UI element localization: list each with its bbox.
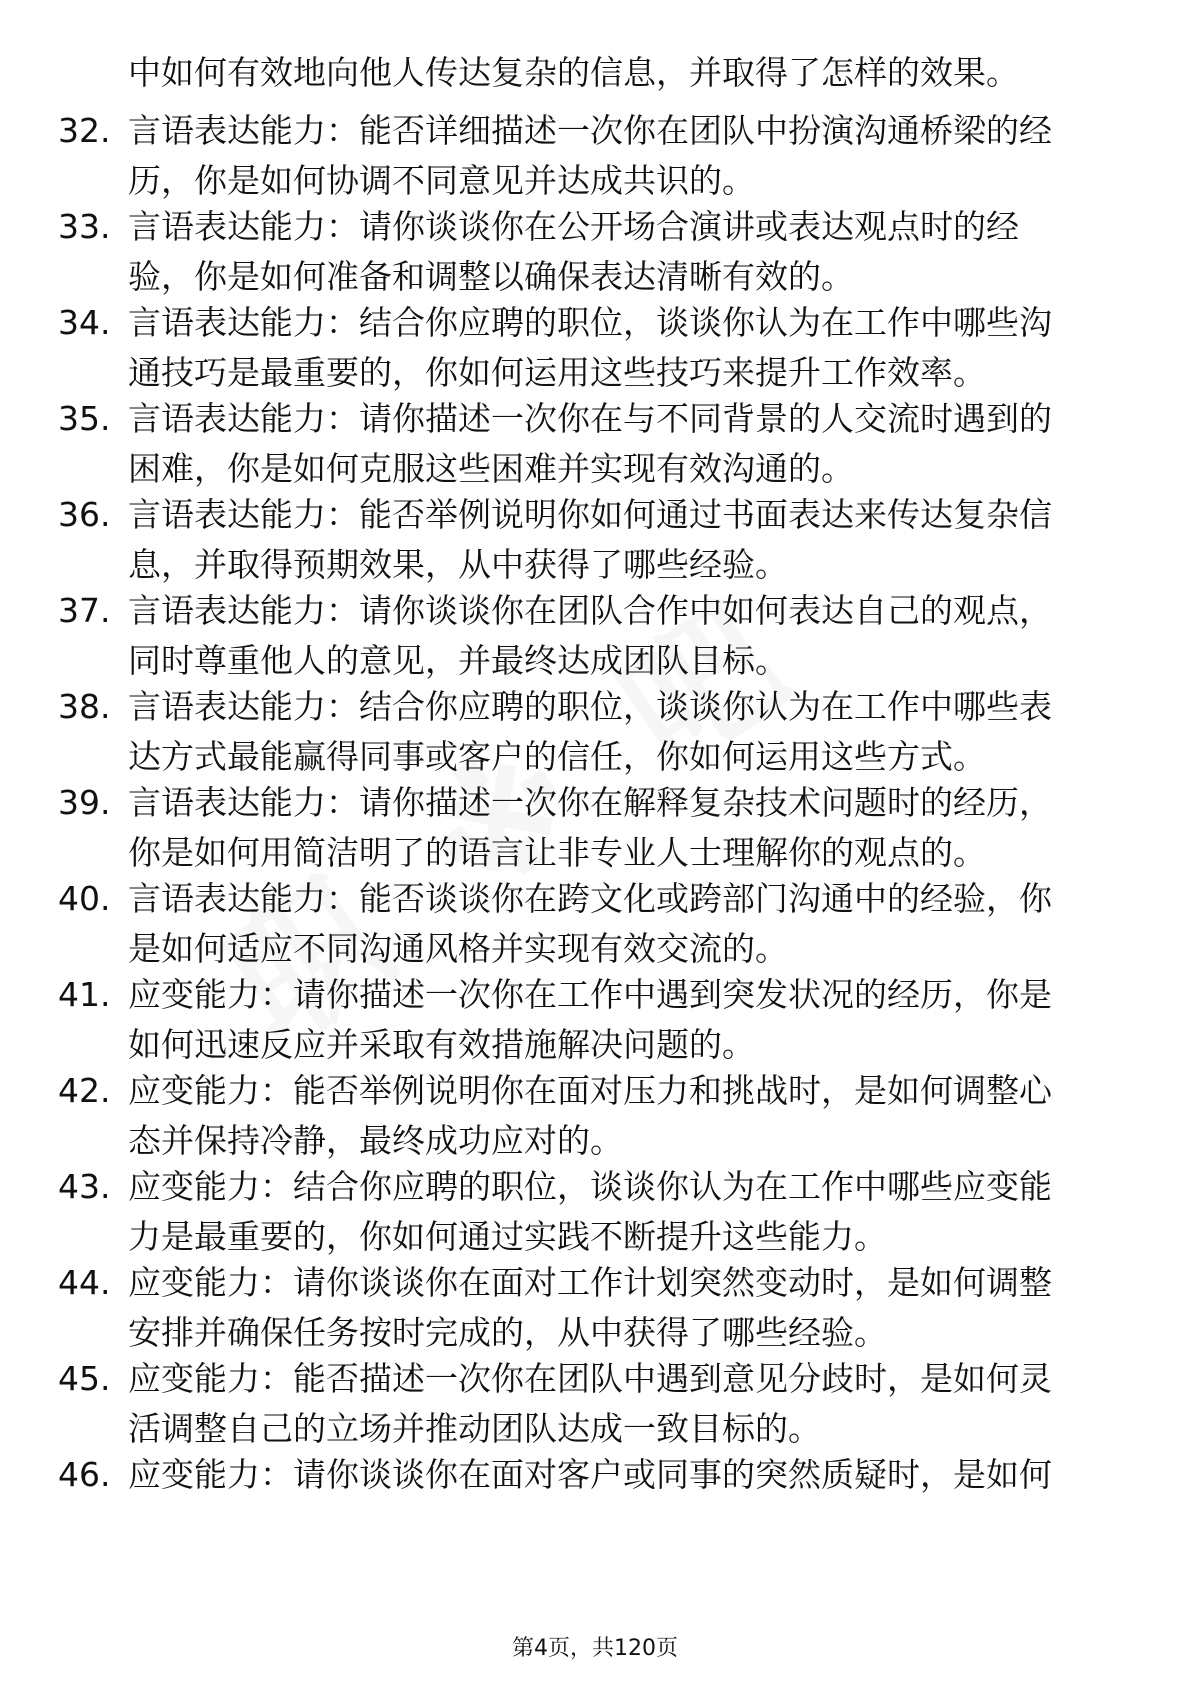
question-number: 46.	[58, 1455, 111, 1494]
question-item	[0, 586, 1190, 686]
question-item	[0, 106, 1190, 206]
question-text-line: 验，你是如何准备和调整以确保表达清晰有效的。	[128, 257, 854, 296]
question-number: 45.	[58, 1359, 111, 1398]
question-item	[0, 1354, 1190, 1454]
question-text-line: 达方式最能赢得同事或客户的信任，你如何运用这些方式。	[128, 737, 986, 776]
question-text-line: 力是最重要的，你如何通过实践不断提升这些能力。	[128, 1217, 887, 1256]
page-footer: 第4页，共120页	[512, 1636, 678, 1661]
question-number: 42.	[58, 1071, 111, 1110]
question-number: 41.	[58, 975, 111, 1014]
question-item	[0, 970, 1190, 1070]
question-text-line: 应变能力：请你描述一次你在工作中遇到突发状况的经历，你是	[128, 975, 1052, 1014]
question-text-line: 言语表达能力：请你描述一次你在解释复杂技术问题时的经历，	[128, 783, 1052, 822]
question-number: 40.	[58, 879, 111, 918]
question-item	[0, 1450, 1190, 1550]
question-number: 36.	[58, 495, 111, 534]
question-item	[0, 1066, 1190, 1166]
question-number: 38.	[58, 687, 111, 726]
question-number: 44.	[58, 1263, 111, 1302]
question-item	[0, 298, 1190, 398]
continuation-text: 中如何有效地向他人传达复杂的信息，并取得了怎样的效果。	[128, 53, 1019, 92]
question-text-line: 言语表达能力：请你谈谈你在公开场合演讲或表达观点时的经	[128, 207, 1019, 246]
question-text-line: 通技巧是最重要的，你如何运用这些技巧来提升工作效率。	[128, 353, 986, 392]
question-text-line: 应变能力：请你谈谈你在面对工作计划突然变动时，是如何调整	[128, 1263, 1052, 1302]
question-text-line: 态并保持冷静，最终成功应对的。	[128, 1121, 623, 1160]
question-text-line: 活调整自己的立场并推动团队达成一致目标的。	[128, 1409, 821, 1448]
question-text-line: 言语表达能力：结合你应聘的职位，谈谈你认为在工作中哪些表	[128, 687, 1052, 726]
question-text-line: 是如何适应不同沟通风格并实现有效交流的。	[128, 929, 788, 968]
question-item	[0, 490, 1190, 590]
question-number: 35.	[58, 399, 111, 438]
question-item	[0, 1258, 1190, 1358]
question-text-line: 言语表达能力：能否详细描述一次你在团队中扮演沟通桥梁的经	[128, 111, 1052, 150]
question-item	[0, 202, 1190, 302]
question-number: 39.	[58, 783, 111, 822]
question-text-line: 言语表达能力：请你谈谈你在团队合作中如何表达自己的观点，	[128, 591, 1052, 630]
question-text-line: 困难，你是如何克服这些困难并实现有效沟通的。	[128, 449, 854, 488]
question-text-line: 应变能力：能否举例说明你在面对压力和挑战时，是如何调整心	[128, 1071, 1052, 1110]
question-number: 33.	[58, 207, 111, 246]
question-text-line: 安排并确保任务按时完成的，从中获得了哪些经验。	[128, 1313, 887, 1352]
question-text-line: 同时尊重他人的意见，并最终达成团队目标。	[128, 641, 788, 680]
question-item	[0, 394, 1190, 494]
question-number: 32.	[58, 111, 111, 150]
question-item	[0, 682, 1190, 782]
question-item	[0, 874, 1190, 974]
question-text-line: 如何迅速反应并采取有效措施解决问题的。	[128, 1025, 755, 1064]
question-text-line: 言语表达能力：结合你应聘的职位，谈谈你认为在工作中哪些沟	[128, 303, 1052, 342]
question-number: 37.	[58, 591, 111, 630]
question-text-line: 应变能力：请你谈谈你在面对客户或同事的突然质疑时，是如何	[128, 1455, 1052, 1494]
question-number: 34.	[58, 303, 111, 342]
question-number: 43.	[58, 1167, 111, 1206]
question-text-line: 言语表达能力：请你描述一次你在与不同背景的人交流时遇到的	[128, 399, 1052, 438]
question-item	[0, 778, 1190, 878]
question-text-line: 历，你是如何协调不同意见并达成共识的。	[128, 161, 755, 200]
question-text-line: 你是如何用简洁明了的语言让非专业人士理解你的观点的。	[128, 833, 986, 872]
question-text-line: 息，并取得预期效果，从中获得了哪些经验。	[128, 545, 788, 584]
question-text-line: 言语表达能力：能否举例说明你如何通过书面表达来传达复杂信	[128, 495, 1052, 534]
question-text-line: 应变能力：结合你应聘的职位，谈谈你认为在工作中哪些应变能	[128, 1167, 1052, 1206]
question-text-line: 言语表达能力：能否谈谈你在跨文化或跨部门沟通中的经验，你	[128, 879, 1052, 918]
question-text-line: 应变能力：能否描述一次你在团队中遇到意见分歧时，是如何灵	[128, 1359, 1052, 1398]
question-item	[0, 1162, 1190, 1262]
